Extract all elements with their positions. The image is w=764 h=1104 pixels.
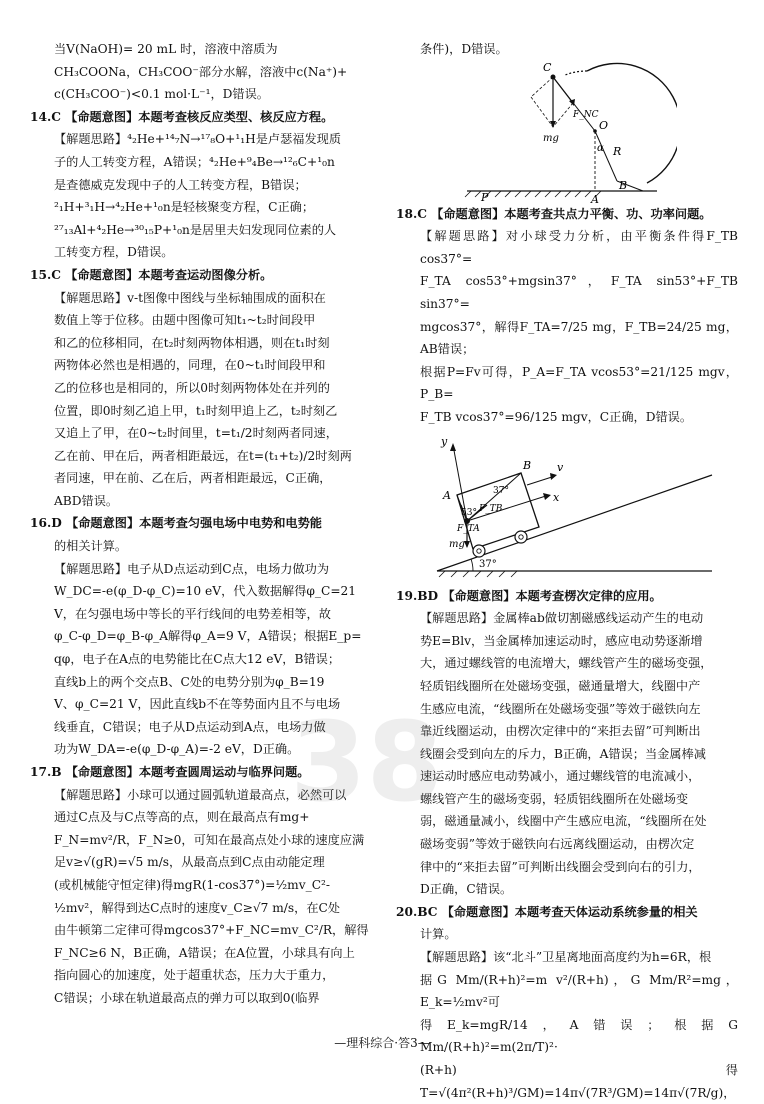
- text-line: ABD错误。: [54, 493, 119, 508]
- question-header-20: 20.BC 【命题意图】本题考查天体运动系统参量的相关: [396, 904, 698, 919]
- text-line: W_DC=-e(φ_D-φ_C)=10 eV，代入数据解得φ_C=21: [54, 584, 357, 599]
- watermark-logo: [270, 700, 450, 820]
- text-line: 条件)，D错误。: [420, 42, 508, 56]
- incline-cart-figure: [417, 435, 717, 585]
- label-angle-53: 53°: [461, 507, 477, 518]
- text-line: ½mv²，解得到达C点时的速度v_C≥√7 m/s，在C处: [54, 900, 341, 915]
- text-line: C错误；小球在轨道最高点的弹力可以取到0(临界: [54, 990, 320, 1005]
- text-line: 又追上了甲，在0~t₂时间里，t=t₁/2时刻两者同速，: [54, 426, 338, 441]
- text-line: 和乙的位移相同，在t₂时刻两物体相遇，则在t₁时刻: [54, 335, 330, 350]
- label-x: x: [553, 490, 560, 504]
- text-line: 的相关计算。: [54, 539, 128, 554]
- text-line: 得E_k=mgR/14，A错误；根据G Mm/(R+h)²=m(2π/T)²·: [420, 1017, 738, 1055]
- text-line: 直线b上的两个交点B、C处的电势分别为φ_B=19: [54, 674, 325, 689]
- text-line: 螺线管产生的磁场变弱，轻质铝线圈所在处磁场变: [420, 791, 689, 806]
- text-line: ²₁H+³₁H→⁴₂He+¹₀n是轻核聚变方程，C正确；: [54, 200, 315, 215]
- text-line: 磁场变弱”等效于磁铁向右远离线圈运动，由楞次定: [420, 837, 695, 852]
- question-header-15: 15.C 【命题意图】本题考查运动图像分析。: [30, 267, 273, 282]
- text-line: (R+h)得T=√(4π²(R+h)³/GM)=14π√(7R³/GM)=14π√(7R/g)，: [420, 1063, 738, 1100]
- text-line: 【解题思路】电子从D点运动到C点，电场力做功为: [54, 561, 330, 576]
- text-line: 数值上等于位移。由题中图像可知t₁~t₂时间段甲: [54, 313, 316, 328]
- text-line: 工转变方程，D错误。: [54, 245, 174, 260]
- label-angle-37: 37°: [493, 485, 509, 496]
- text-line: mgcos37°，解得F_TA=7/25 mg，F_TB=24/25 mg，AB错误；: [420, 319, 738, 357]
- label-alpha: α: [597, 142, 604, 154]
- text-line: F_TA cos53°+mgsin37°，F_TA sin53°+F_TB sin37°=: [420, 274, 738, 311]
- question-header-14: 14.C 【命题意图】本题考查核反应类型、核反应方程。: [30, 109, 334, 124]
- text-line: qφ，电子在A点的电势能比在C点大12 eV，B错误；: [54, 652, 341, 667]
- text-line: F_TB vcos37°=96/125 mgv，C正确，D错误。: [420, 409, 693, 424]
- label-O: O: [599, 118, 609, 132]
- circular-track-figure: [457, 61, 677, 203]
- right-column: [396, 38, 738, 1104]
- label-mg: mg: [543, 132, 559, 144]
- label-P: P: [481, 190, 489, 203]
- text-line: F_NC≥6 N，B正确，A错误；在A位置，小球具有向上: [54, 945, 355, 960]
- text-line: 根据P=Fv可得，P_A=F_TA vcos53°=21/125 mgv，P_B=: [420, 364, 738, 402]
- text-line: 指向圆心的加速度，处于超重状态，压力大于重力，: [54, 968, 335, 983]
- label-FTA: F_TA: [457, 523, 480, 534]
- text-line: V、φ_C=21 V，因此直线b不在等势面内且不与电场: [54, 697, 341, 712]
- text-line: ²⁷₁₃Al+⁴₂He→³⁰₁₅P+¹₀n是居里夫妇发现同位素的人: [54, 222, 337, 237]
- text-line: 由牛顿第二定律可得mgcos37°+F_NC=mv_C²/R，解得: [54, 923, 369, 938]
- text-line: 【解题思路】对小球受力分析，由平衡条件得F_TB cos37°=: [420, 229, 738, 266]
- label-v: v: [557, 460, 564, 474]
- text-line: 子的人工转变方程，A错误；⁴₂He+⁹₄Be→¹²₆C+¹₀n: [54, 154, 335, 169]
- text-line: 生感应电流，“线圈所在处磁场变强”等效于磁铁向左: [420, 701, 701, 716]
- text-line: 两物体必然也是相遇的，同理，在0~t₁时间段甲和: [54, 358, 326, 373]
- label-angle-incline: 37°: [479, 558, 497, 570]
- text-line: 【解题思路】v-t图像中图线与坐标轴围成的面积在: [54, 290, 326, 305]
- text-line: 速运动时感应电动势减小，通过螺线管的电流减小，: [420, 769, 701, 784]
- text-line: 弱，磁通量减小，线圈中产生感应电流，“线圈所在处: [420, 814, 707, 829]
- text-line: 足v≥√(gR)=√5 m/s，从最高点到C点由动能定理: [54, 855, 325, 870]
- text-line: 线圈会受到向左的斥力，B正确，A错误；当金属棒减: [420, 746, 706, 761]
- label-mg: mg: [449, 538, 465, 550]
- text-line: 通过C点及与C点等高的点，则在最高点有mg+: [54, 810, 310, 825]
- label-A: A: [443, 488, 451, 502]
- question-header-19: 19.BD 【命题意图】本题考查楞次定律的应用。: [396, 588, 662, 603]
- question-header-18: 18.C 【命题意图】本题考查共点力平衡、功、功率问题。: [396, 206, 712, 221]
- label-y: y: [441, 434, 448, 448]
- text-line: D正确，C错误。: [420, 882, 513, 897]
- text-line: 据G Mm/(R+h)²=m v²/(R+h)，G Mm/R²=mg，E_k=½mv²可: [420, 972, 738, 1010]
- label-FNC: F_NC: [573, 109, 599, 120]
- text-line: 【解题思路】⁴₂He+¹⁴₇N→¹⁷₈O+¹₁H是卢瑟福发现质: [54, 132, 342, 147]
- text-line: 当V(NaOH)= 20 mL 时，溶液中溶质为: [54, 42, 278, 56]
- label-A: A: [591, 192, 599, 203]
- text-line: 【解题思路】金属棒ab做切割磁感线运动产生的电动: [420, 611, 704, 626]
- text-line: c(CH₃COO⁻)<0.1 mol·L⁻¹，D错误。: [54, 87, 269, 102]
- text-line: 【解题思路】该“北斗”卫星离地面高度约为h=6R，根: [420, 950, 712, 965]
- text-line: 势E=Blv，当金属棒加速运动时，感应电动势逐渐增: [420, 633, 703, 648]
- label-B: B: [619, 178, 628, 192]
- left-column: [30, 38, 384, 1010]
- text-line: 位置，即0时刻乙追上甲，t₁时刻甲追上乙，t₂时刻乙: [54, 403, 338, 418]
- text-line: 线垂直，C错误；电子从D点运动到A点，电场力做: [54, 719, 326, 734]
- text-line: 乙在前、甲在后，两者相距最远，在t=(t₁+t₂)/2时刻两: [54, 448, 352, 463]
- text-line: F_N=mv²/R，F_N≥0，可知在最高点处小球的速度应满: [54, 832, 365, 847]
- text-line: 靠近线圈运动，由楞次定律中的“来拒去留”可判断出: [420, 724, 701, 739]
- page-footer: —理科综合·答3—: [334, 1036, 430, 1050]
- text-line: (或机械能守恒定律)得mgR(1-cos37°)=½mv_C²-: [54, 877, 331, 892]
- label-C: C: [543, 60, 552, 74]
- text-line: 【解题思路】小球可以通过圆弧轨道最高点，必然可以: [54, 787, 347, 802]
- text-line: 计算。: [420, 927, 457, 942]
- text-line: 大，通过螺线管的电流增大，螺线管产生的磁场变强，: [420, 656, 713, 671]
- label-R: R: [613, 144, 622, 158]
- text-line: CH₃COONa，CH₃COO⁻部分水解，溶液中c(Na⁺)+: [54, 64, 348, 79]
- label-FTB: F_TB: [479, 503, 503, 514]
- text-line: 者同速，甲在前、乙在后，两者相距最远，C正确，: [54, 471, 332, 486]
- text-line: 是查德威克发现中子的人工转变方程，B错误；: [54, 177, 307, 192]
- text-line: V，在匀强电场中等长的平行线间的电势差相等，故: [54, 606, 331, 621]
- question-header-16: 16.D 【命题意图】本题考查匀强电场中电势和电势能: [30, 516, 322, 531]
- label-B: B: [523, 458, 532, 472]
- text-line: 轻质铝线圈所在处磁场变强，磁通量增大，线圈中产: [420, 678, 701, 693]
- text-line: 乙的位移也是相同的，所以0时刻两物体处在并列的: [54, 380, 330, 395]
- text-line: 功为W_DA=-e(φ_D-φ_A)=-2 eV，D正确。: [54, 742, 300, 757]
- question-header-17: 17.B 【命题意图】本题考查圆周运动与临界问题。: [30, 765, 310, 779]
- watermark-text: 38: [290, 700, 444, 820]
- text-line: φ_C-φ_D=φ_B-φ_A解得φ_A=9 V，A错误；根据E_p=: [54, 629, 362, 644]
- text-line: 律中的“来拒去留”可判断出线圈会受到向右的引力，: [420, 859, 701, 874]
